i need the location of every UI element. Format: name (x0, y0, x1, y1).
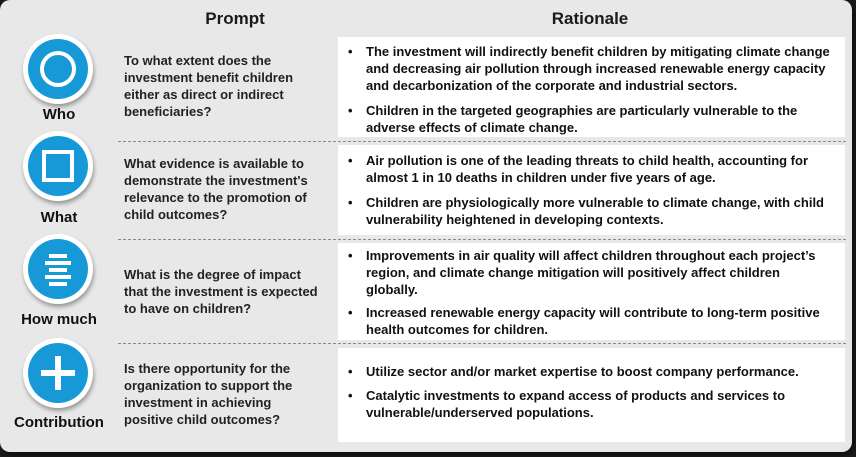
rationale-panel (338, 37, 845, 137)
rationale-bullet: • Increased renewable energy capacity will contribute to long-term positive health outcomes for children. (348, 305, 820, 337)
rationale-panel (338, 145, 845, 235)
row-divider (118, 239, 846, 240)
rationale-bullet: • Improvements in air quality will affect children throughout each project’s region, and climate change mitigation will positively affect children globally. (348, 248, 816, 297)
prompt-text: What is the degree of impact that the investment is expected to have on children? (124, 267, 318, 316)
row-label: How much (21, 311, 97, 328)
row-label: What (40, 209, 78, 226)
rationale-bullet: • Catalytic investments to expand access of products and services to vulnerable/underserved populations. (348, 388, 786, 420)
rationale-bullet: • Children are physiologically more vulnerable to climate change, with child vulnerability heightened in developing contexts. (348, 195, 825, 227)
stacked-bars-icon (23, 234, 93, 304)
prompt-column-header: Prompt (205, 9, 265, 28)
row-label: Contribution (14, 414, 104, 431)
row-divider (118, 141, 846, 142)
prompt-text: To what extent does the investment benefit children either as direct or indirect beneficiaries? (124, 53, 294, 119)
rationale-panel (338, 348, 845, 442)
prompt-text: Is there opportunity for the organization to support the investment in achieving positive child outcomes? (124, 361, 293, 427)
rationale-bullet: • The investment will indirectly benefit children by mitigating climate change and decreasing air pollution through increased renewable energy capacity and decarbonization of the corporate and industrial sectors. (348, 44, 830, 93)
rationale-column-header: Rationale (551, 9, 629, 28)
rationale-bullet: • Air pollution is one of the leading threats to child health, accounting for almost 1 in 10 deaths in children under five years of age. (348, 153, 809, 185)
rationale-bullet: • Utilize sector and/or market expertise to boost company performance. (348, 364, 799, 379)
prompt-text: What evidence is available to demonstrate the investment's relevance to the promotion of child outcomes? (124, 156, 308, 222)
circle-icon (23, 34, 93, 104)
rationale-panel (338, 243, 845, 340)
row-divider (118, 343, 846, 344)
plus-icon (23, 338, 93, 408)
row-label: Who (42, 106, 76, 123)
rationale-bullet: • Children in the targeted geographies are particularly vulnerable to the adverse effects of climate change. (348, 103, 798, 135)
square-icon (23, 131, 93, 201)
